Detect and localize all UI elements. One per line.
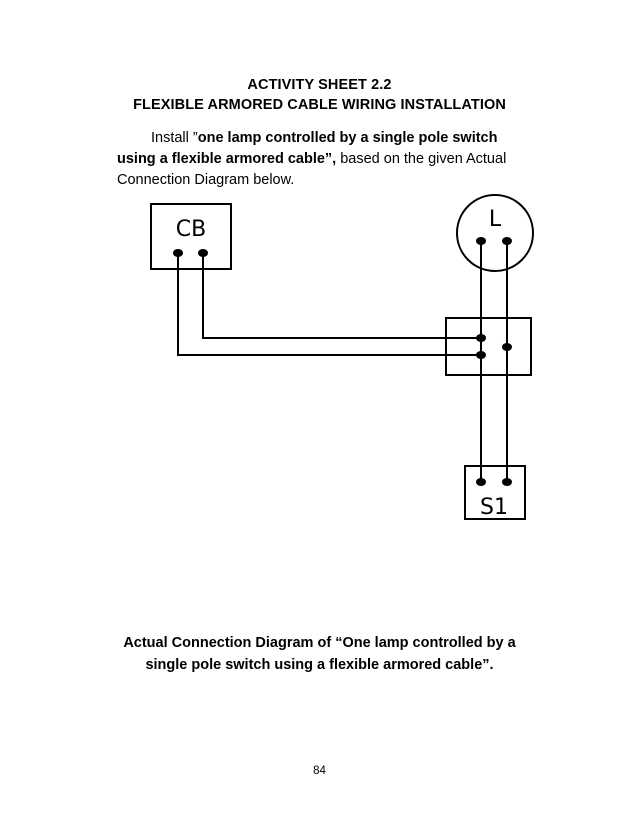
- diagram-caption-line-1: Actual Connection Diagram of “One lamp controlled by a: [123, 635, 516, 651]
- junction-box: [446, 318, 531, 375]
- lamp-terminal-1: [476, 237, 486, 245]
- page-number: 84: [313, 765, 326, 777]
- diagram-caption-line-2: single pole switch using a flexible armored cable”.: [145, 657, 494, 673]
- junction-splice-1: [476, 334, 486, 342]
- cb-label: CB: [175, 217, 207, 242]
- cb-terminal-2: [198, 249, 208, 257]
- activity-sheet-subtitle: FLEXIBLE ARMORED CABLE WIRING INSTALLATION: [133, 97, 506, 113]
- switch-terminal-1: [476, 478, 486, 486]
- junction-splice-3: [502, 343, 512, 351]
- instruction-bold-2: using a flexible armored cable”,: [117, 151, 337, 167]
- cb-terminal-1: [173, 249, 183, 257]
- lamp-label: L: [488, 207, 502, 232]
- junction-splice-2: [476, 351, 486, 359]
- instruction-rest-1: based on the given Actual: [336, 151, 507, 167]
- switch-terminal-2: [502, 478, 512, 486]
- instruction-rest-2: Connection Diagram below.: [117, 172, 295, 188]
- instruction-lead: Install ”: [151, 130, 198, 146]
- cb-wire-neutral: [203, 253, 481, 338]
- switch-label: S1: [480, 495, 508, 520]
- lamp-terminal-2: [502, 237, 512, 245]
- instruction-bold-1: one lamp controlled by a single pole switch: [197, 130, 498, 146]
- activity-sheet-title: ACTIVITY SHEET 2.2: [247, 77, 392, 93]
